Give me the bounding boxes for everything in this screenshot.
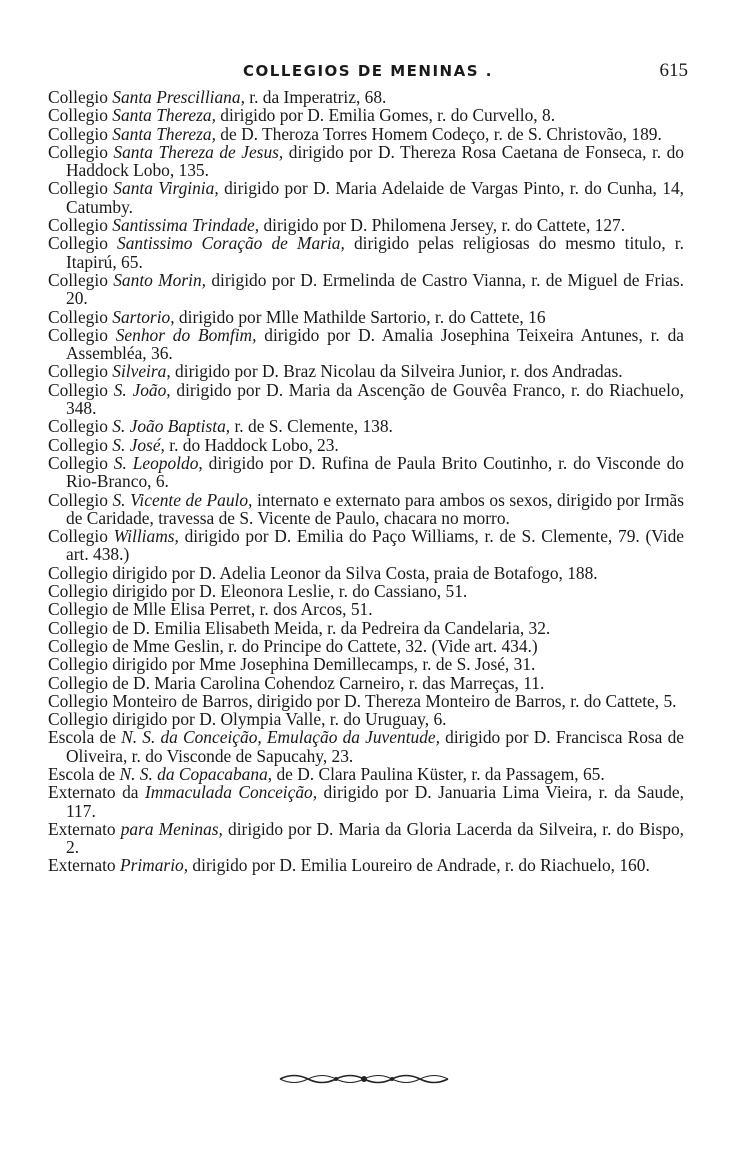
list-item bbox=[48, 637, 684, 655]
entry-name: N. S. da Copacabana, bbox=[119, 763, 273, 784]
entry-text: de D. Theroza Torres Homem Codeço, r. de S. Christovão, 189. bbox=[215, 123, 662, 144]
list-item bbox=[48, 491, 684, 528]
entry-text: Collegio de Mlle Elisa Perret, r. dos Arcos, 51. bbox=[48, 599, 373, 620]
entry-text: dirigido por Mlle Mathilde Sartorio, r. do Cattete, 16 bbox=[174, 306, 546, 327]
entry-text: dirigido por D. Emilia do Paço Williams, r. de S. Clemente, 79. (Vide art. 438.) bbox=[66, 526, 685, 565]
ornament-icon bbox=[276, 1068, 452, 1090]
entry-name: S. João Baptista, bbox=[112, 416, 231, 437]
entry-text: Collegio de D. Emilia Elisabeth Meida, r. da Pedreira da Candelaria, 32. bbox=[48, 617, 551, 638]
entry-name: Santa Virginia, bbox=[113, 178, 219, 199]
entry-text: Collegio bbox=[48, 324, 116, 345]
entry-name: para Meninas, bbox=[120, 818, 223, 839]
list-item bbox=[48, 88, 684, 106]
list-item bbox=[48, 143, 684, 180]
list-item bbox=[48, 856, 684, 874]
entry-text: Collegio de Mme Geslin, r. do Principe do Cattete, 32. (Vide art. 434.) bbox=[48, 635, 538, 656]
entry-text: Collegio bbox=[48, 452, 114, 473]
list-item bbox=[48, 582, 684, 600]
entry-text: r. da Imperatriz, 68. bbox=[244, 87, 387, 107]
page-title: COLLEGIOS DE MENINAS . bbox=[243, 62, 493, 80]
list-item bbox=[48, 308, 684, 326]
list-item bbox=[48, 271, 684, 308]
entry-text: Collegio bbox=[48, 215, 113, 236]
entry-text: Collegio bbox=[48, 361, 113, 382]
entry-text: Externato bbox=[48, 818, 121, 839]
entry-text: dirigido por D. Ermelinda de Castro Vianna, r. de Miguel de Frias. 20. bbox=[66, 269, 684, 309]
list-item bbox=[48, 326, 684, 363]
entry-text: Collegio bbox=[48, 87, 113, 107]
entry-text: dirigido por D. Braz Nicolau da Silveira Junior, r. dos Andradas. bbox=[170, 361, 623, 382]
entry-text: Collegio bbox=[48, 306, 113, 327]
list-item bbox=[48, 417, 684, 435]
entry-text: Collegio bbox=[48, 141, 114, 162]
list-item bbox=[48, 820, 684, 857]
entry-text: Collegio bbox=[48, 269, 114, 290]
list-item bbox=[48, 106, 684, 124]
list-item bbox=[48, 527, 684, 564]
list-item bbox=[48, 619, 684, 637]
list-item bbox=[48, 381, 684, 418]
page-number: 615 bbox=[659, 60, 688, 81]
list-item bbox=[48, 692, 684, 710]
entry-name: Senhor do Bomfim, bbox=[115, 324, 257, 345]
entry-name: Santissima Trindade, bbox=[112, 215, 260, 236]
list-item bbox=[48, 454, 684, 491]
entry-text: Escola de bbox=[48, 763, 120, 784]
entry-text: Collegio bbox=[48, 434, 113, 455]
entry-name: N. S. da Conceição, Emulação da Juventude, bbox=[121, 727, 440, 748]
entry-name: S. José, bbox=[112, 434, 165, 455]
entry-text: Collegio bbox=[48, 416, 113, 437]
entry-text: r. do Haddock Lobo, 23. bbox=[164, 434, 339, 455]
entry-text: Collegio dirigido por D. Adelia Leonor da Silva Costa, praia de Botafogo, 188. bbox=[48, 562, 598, 583]
entry-text: dirigido por D. Maria da Gloria Lacerda da Silveira, r. do Bispo, 2. bbox=[66, 818, 684, 858]
entry-text: dirigido por D. Amalia Josephina Teixeira Antunes, r. da Assembléa, 36. bbox=[66, 324, 684, 364]
entry-name: Santa Thereza de Jesus, bbox=[113, 141, 284, 162]
entry-name: Santissimo Coração de Maria, bbox=[117, 233, 345, 254]
entry-text: Externato da bbox=[48, 782, 145, 803]
entry-text: dirigido por D. Januaria Lima Vieira, r. da Saude, 117. bbox=[66, 782, 684, 821]
entry-text: dirigido por D. Emilia Gomes, r. do Curvello, 8. bbox=[215, 105, 556, 126]
entry-text: Collegio bbox=[48, 526, 114, 547]
list-item bbox=[48, 765, 684, 783]
entry-name: Santa Thereza, bbox=[112, 105, 216, 126]
entry-text: Collegio dirigido por D. Eleonora Leslie, r. do Cassiano, 51. bbox=[48, 581, 468, 602]
entry-text: Collegio bbox=[48, 105, 113, 126]
list-item bbox=[48, 710, 684, 728]
entry-text: Externato bbox=[48, 855, 120, 876]
list-item bbox=[48, 234, 684, 271]
list-item bbox=[48, 362, 684, 380]
entry-text: dirigido por D. Thereza Rosa Caetana de Fonseca, r. do Haddock Lobo, 135. bbox=[66, 141, 684, 181]
list-item bbox=[48, 125, 684, 143]
list-item bbox=[48, 600, 684, 618]
entry-name: Primario, bbox=[119, 855, 189, 876]
entry-text: de D. Clara Paulina Küster, r. da Passagem, 65. bbox=[272, 763, 605, 784]
entry-name: Santo Morin, bbox=[113, 269, 207, 290]
entry-text: Collegio bbox=[48, 178, 114, 199]
entry-text: Collegio bbox=[48, 123, 113, 144]
entry-text: r. de S. Clemente, 138. bbox=[230, 416, 393, 437]
entry-name: Sartorio, bbox=[112, 306, 175, 327]
entry-text: dirigido por D. Rufina de Paula Brito Coutinho, r. do Visconde do Rio-Branco, 6. bbox=[66, 452, 684, 492]
entry-name: Santa Thereza, bbox=[112, 123, 216, 144]
entry-text: dirigido por D. Francisca Rosa de Oliveira, r. do Visconde de Sapucahy, 23. bbox=[66, 727, 684, 766]
entry-text: dirigido por D. Philomena Jersey, r. do Cattete, 127. bbox=[259, 215, 626, 236]
entry-text: Collegio de D. Maria Carolina Cohendoz Carneiro, r. das Marreças, 11. bbox=[48, 672, 545, 693]
running-header bbox=[48, 58, 688, 84]
entry-text: Collegio bbox=[48, 233, 118, 254]
entry-text: dirigido por D. Emilia Loureiro de Andrade, r. do Riachuelo, 160. bbox=[188, 855, 650, 876]
entry-text: dirigido pelas religiosas do mesmo titulo, r. Itapirú, 65. bbox=[66, 233, 684, 272]
list-item bbox=[48, 655, 684, 673]
entry-name: S. Vicente de Paulo, bbox=[112, 489, 253, 510]
entry-text: dirigido por D. Maria da Ascenção de Gouvêa Franco, r. do Riachuelo, 348. bbox=[66, 379, 684, 419]
entry-text: Collegio dirigido por D. Olympia Valle, r. do Uruguay, 6. bbox=[48, 709, 447, 730]
list-item bbox=[48, 674, 684, 692]
list-item bbox=[48, 179, 684, 216]
entry-name: Immaculada Conceição, bbox=[144, 782, 318, 803]
entry-text: internato e externato para ambos os sexos, dirigido por Irmãs de Caridade, travessa de S. Vicente de Paulo, chacara no morro. bbox=[66, 489, 684, 528]
entry-text: Collegio bbox=[48, 379, 114, 400]
entry-name: Williams, bbox=[113, 526, 179, 547]
entry-name: S. João, bbox=[113, 379, 171, 400]
entry-name: Silveira, bbox=[112, 361, 171, 382]
entry-text: Collegio Monteiro de Barros, dirigido por D. Thereza Monteiro de Barros, r. do Cattete, 5. bbox=[48, 690, 677, 711]
list-item bbox=[48, 783, 684, 820]
entry-text: Escola de bbox=[48, 727, 122, 748]
entry-text: Collegio dirigido por Mme Josephina Demillecamps, r. de S. José, 31. bbox=[48, 654, 536, 675]
entry-list bbox=[48, 88, 684, 875]
list-item bbox=[48, 728, 684, 765]
entry-name: Santa Prescilliana, bbox=[112, 87, 245, 107]
list-item bbox=[48, 564, 684, 582]
entry-text: dirigido por D. Maria Adelaide de Vargas Pinto, r. do Cunha, 14, Catumby. bbox=[66, 178, 685, 217]
list-item bbox=[48, 436, 684, 454]
list-item bbox=[48, 216, 684, 234]
entry-text: Collegio bbox=[48, 489, 113, 510]
entry-name: S. Leopoldo, bbox=[113, 452, 203, 473]
